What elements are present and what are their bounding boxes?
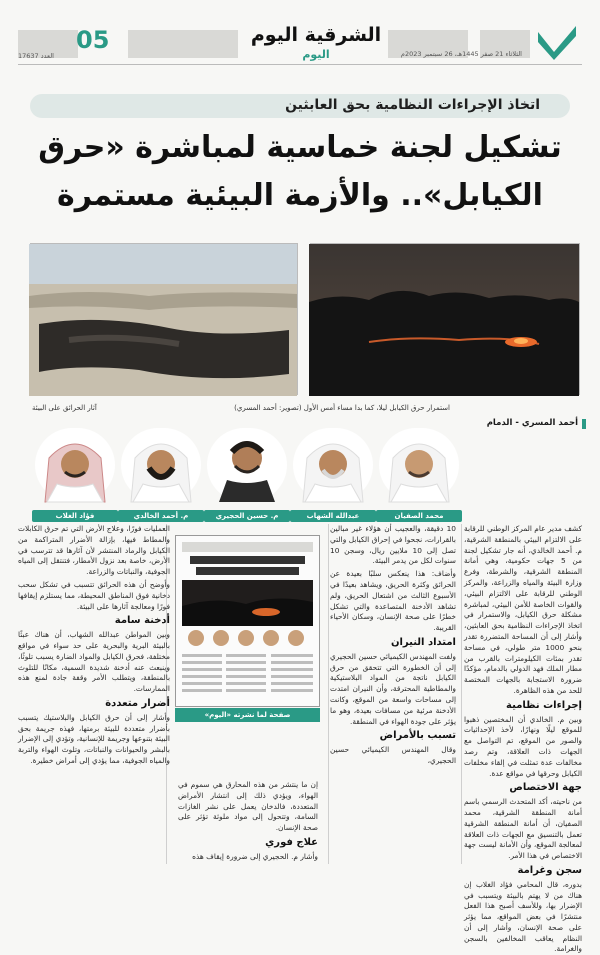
paper-logo	[248, 24, 384, 61]
article-column-3	[178, 780, 318, 866]
article-column-4	[18, 524, 170, 866]
column-divider	[328, 524, 329, 864]
fire-photo	[310, 243, 580, 395]
fire-photo-image	[309, 244, 579, 396]
portrait-4	[118, 428, 204, 520]
beach-photo-image	[29, 244, 297, 396]
paragraph: وأشار إلى أن حرق الكيابل والبلاستيك يتسبب بأضرار متعددة للبيئة برمتها، فهذه جريمة بحق البيئة بتنوعها وجريمة للإنسانية، وتؤدي إلى الإضرار بالبشر والحيوانات والنباتات، وتلوث الهواء والتربة والمياه الجوفية، مما يؤدي إلى أمراض خطيرة.	[18, 712, 170, 765]
paragraph: 10 دقيقة، والعجيب أن هؤلاء غير مبالين بالقرارات، نجحوا في إحراق الكيابل والتي تصل إلى 10 ملايين ريال، وسجن 10 سنوات لكل من يدمر البيئة.	[330, 524, 456, 566]
beach-photo	[30, 243, 298, 395]
paragraph: وأشار م. الحجيري إلى ضرورة إيقاف هذه	[192, 851, 318, 861]
avatar	[207, 428, 287, 502]
portrait-name: م. أحمد الخالدي	[118, 510, 204, 522]
page-number: 05	[76, 26, 110, 54]
paragraph: من ناحيته، أكد المتحدث الرسمي باسم أمانة المنطقة الشرقية، محمد الصفيان، أن أمانة المنطقة الشرقية تعمل بالتنسيق مع الجهات ذات العلاقة لمعالجة الموقع، وأن الأمانة ليست جهة الاختصاص في هذا الأمر.	[464, 797, 582, 861]
previous-page-thumbnail	[175, 535, 320, 707]
portrait-2	[290, 428, 376, 520]
portrait-name: عبدالله الشهاب	[290, 510, 376, 522]
avatar	[379, 428, 459, 502]
avatar	[121, 428, 201, 502]
paragraph: وأضاف: هذا ينعكس سلبًا بعيدة عن الحرائق وكثرة الحريق، ويشاهد بعيدًا في الأسبوع الثالث من اشتعال الحريق، ولم تشاهد الأدخنة المتصاعدة والتي تشكل خطرًا على صحة الإنسان، وسكان الأحياء القريبة.	[330, 569, 456, 633]
portrait-name: محمد الصفيان	[376, 510, 462, 522]
paragraph: وبين م. الخالدي أن المختصين ذهبوا للموقع ليلًا ونهارًا، لأخذ الإحداثيات والصور من الموقع، تم التواصل مع الجهات ذات العلاقة، وتم رصد مخالفات عدة تمثلت في إلقاء مخلفات الكيابل وحرقها في مواقع عدة.	[464, 714, 582, 778]
paragraph: وأوضح أن هذه الحرائق تتسبب في تشكل سحب دخانية فوق المناطق المحيطة، مما يستلزم إيقافها فورًا ومعالجة آثارها على البيئة.	[18, 579, 170, 611]
paragraph: بدوره، قال المحامي فؤاد الغلاب إن هناك من لا يهتم بالبيئة ويتسبب في الإضرار بها، وللأسف أصبح هذا الفعل منتشرًا في بعض المواقع، مما يؤثر على صحة الإنسان، وأشار إلى أن النظام يعاقب المخالفين بالسجن والغرامة.	[464, 879, 582, 954]
avatar	[35, 428, 115, 502]
subheading: علاج فوري	[265, 836, 318, 848]
column-divider	[461, 524, 462, 864]
date-line: الثلاثاء 21 صفر 1445هـ، 26 سبتمبر 2023م	[400, 50, 522, 58]
article-column-1	[464, 524, 582, 954]
headline-line-2: الكيابل».. والأزمة البيئية مستمرة	[57, 178, 543, 213]
paragraph: كشف مدير عام المركز الوطني للرقابة على الالتزام البيئي بالمنطقة الشرقية، م. أحمد الخالدي، أنه جار تشكيل لجنة من 5 جهات حكومية، وهي أمانة المنطقة الشرقية، والشرطة، وفرع وزارة البيئة والمياه والزراعة، والمركز الوطني للرقابة على الالتزام البيئي، والقوات الخاصة للأمن البيئي، لمباشرة مشكلة حرق الكيابل، والاستمرار في اتخاذ الإجراءات النظامية بحق العابثين، وأشار إلى أن المساحة المتضررة تقدر بنحو 1000 متر طولي، في مساحة تقدر بمئات الكيلومترات بالقرب من مطار الملك فهد الدولي بالدمام، مؤكدًا ضرورة الاستجابة بالجهات المختصة للحد من هذه الظاهرة.	[464, 524, 582, 695]
subheading: امتداد النيران	[390, 636, 456, 648]
paper-name: الشرقية اليوم	[250, 24, 382, 46]
paragraph: وبين المواطن عبدالله الشهاب، أن هناك عبثًا بالبيئة البرية والبحرية على حد سواء في مواقع مختلفة، فحرق الكيابل والمواد الضارة يسبب تلوثًا، وينبعث عنه أدخنة شديدة السمية، مكانًا للتلوث بالمنطقة، ويتطلب الأمر وقفة جادة لمنع هذه الممارسات.	[18, 630, 170, 694]
subheading: أدخنة سامة	[114, 615, 170, 627]
paragraph: وقال المهندس الكيميائي حسين الحجيري،	[330, 745, 456, 765]
byline-marker	[582, 419, 586, 429]
masthead-rule	[18, 64, 582, 65]
thumbnail-caption: صفحة لما نشرته «اليوم»	[175, 708, 320, 722]
logo-check-icon	[536, 22, 578, 60]
avatar	[293, 428, 373, 502]
kicker-bar	[30, 94, 570, 118]
portrait-3	[204, 428, 290, 520]
paragraph: العمليات فورًا، وعلاج الأرض التي تم حرق الكابلات والمطاط فيها، بإزالة الأضرار المتراكمة من الكيابل والرماد المنتشر لأن آثارها قد تترسب في الأرض، خاصة بعد نزول الأمطار، فتنتقل إلى المياه الجوفية، والنباتات والزراعة.	[18, 524, 170, 577]
portrait-name: م. حسين الحجيري	[204, 510, 290, 522]
article-column-2	[330, 524, 456, 866]
kicker-text: اتخاذ الإجراءات النظامية بحق العابثين	[285, 97, 540, 113]
fire-photo-caption: استمرار حرق الكيابل ليلا، كما بدا مساء أمس الأول (تصوير: أحمد المسري)	[234, 404, 450, 412]
paragraph: إن ما ينتشر من هذه المحارق هي سموم في الهواء، ويؤدي ذلك إلى انتشار الأمراض المتعددة، فالدخان يعمل على نشر الغازات السامة، وتتحول إلى مواد ملوثة تؤثر على صحة الإنسان.	[178, 780, 318, 833]
portrait-1	[376, 428, 462, 520]
subheading: تسبب بالأمراض	[379, 730, 456, 742]
subheading: سجن وغرامة	[517, 864, 582, 876]
headline-line-1: تشكيل لجنة خماسية لمباشرة «حرق	[38, 130, 562, 165]
issue-line: العدد 17637	[18, 52, 54, 60]
paper-sub-label: اليوم	[302, 48, 330, 61]
subheading: جهة الاختصاص	[509, 782, 582, 794]
byline: أحمد المسري - الدمام	[486, 418, 578, 428]
beach-photo-caption: آثار الحرائق على البيئة	[32, 404, 97, 412]
subheading: إجراءات نظامية	[506, 699, 582, 711]
paragraph: ولفت المهندس الكيميائي حسين الحجيري إلى أن الخطورة التي تتحقق من حرق الكيابل ناتجة من المواد البلاستيكية والمطاطية المحترقة، وأن النيران امتدت إلى مساحات واسعة من الموقع، وكانت الأدخنة مرئية من مسافات بعيدة، وهو ما يؤثر على جودة الهواء في المنطقة.	[330, 651, 456, 726]
headline	[18, 124, 582, 220]
thumbnail-image	[176, 536, 319, 706]
portrait-5	[32, 428, 118, 520]
portrait-name: فؤاد الغلاب	[32, 510, 118, 522]
subheading: أضرار متعددة	[105, 697, 170, 709]
